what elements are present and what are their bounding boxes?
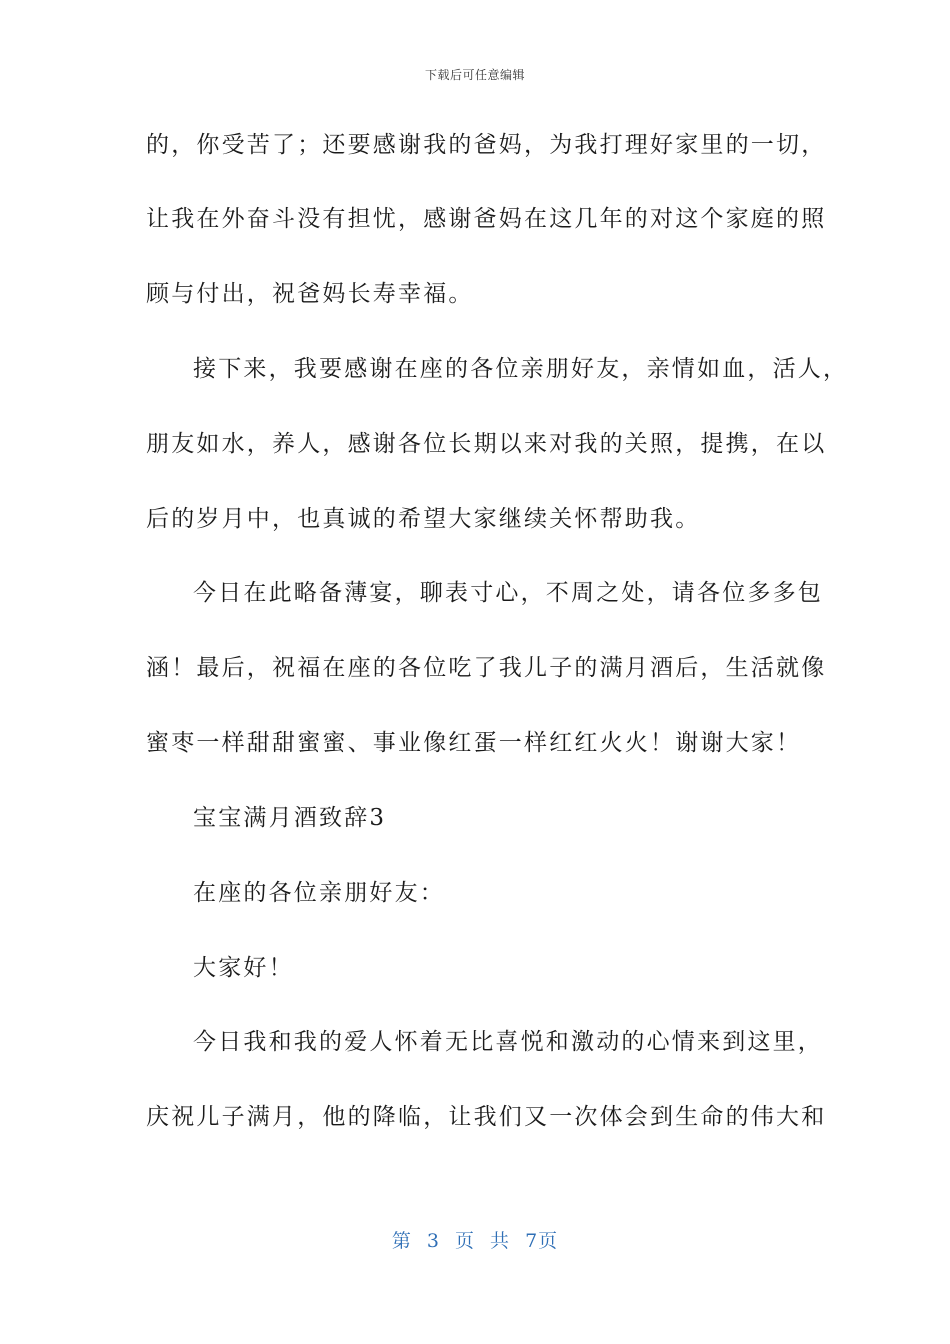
text-line: 庆祝儿子满月，他的降临，让我们又一次体会到生命的伟大和 — [146, 1104, 827, 1130]
text-line: 涵！最后，祝福在座的各位吃了我儿子的满月酒后，生活就像 — [146, 655, 827, 681]
paragraph-first-line: 接下来，我要感谢在座的各位亲朋好友，亲情如血，活人， — [193, 356, 849, 382]
paragraph-first-line: 今日在此略备薄宴，聊表寸心，不周之处，请各位多多包 — [193, 580, 823, 606]
page-number-footer: 第 3 页 共 7页 — [391, 1230, 559, 1252]
paragraph-first-line: 今日我和我的爱人怀着无比喜悦和激动的心情来到这里， — [193, 1029, 823, 1055]
greeting: 大家好！ — [193, 955, 294, 981]
section-title: 宝宝满月酒致辞3 — [193, 805, 387, 831]
text-line: 顾与付出，祝爸妈长寿幸福。 — [146, 281, 474, 307]
text-line: 后的岁月中，也真诚的希望大家继续关怀帮助我。 — [146, 506, 701, 532]
text-line: 让我在外奋斗没有担忧，感谢爸妈在这几年的对这个家庭的照 — [146, 206, 827, 232]
page-header: 下载后可任意编辑 — [424, 68, 525, 82]
text-line: 蜜枣一样甜甜蜜蜜、事业像红蛋一样红红火火！谢谢大家！ — [146, 730, 802, 756]
text-line: 朋友如水，养人，感谢各位长期以来对我的关照，提携，在以 — [146, 431, 827, 457]
salutation: 在座的各位亲朋好友： — [193, 880, 445, 906]
text-line: 的，你受苦了；还要感谢我的爸妈，为我打理好家里的一切， — [146, 132, 827, 158]
